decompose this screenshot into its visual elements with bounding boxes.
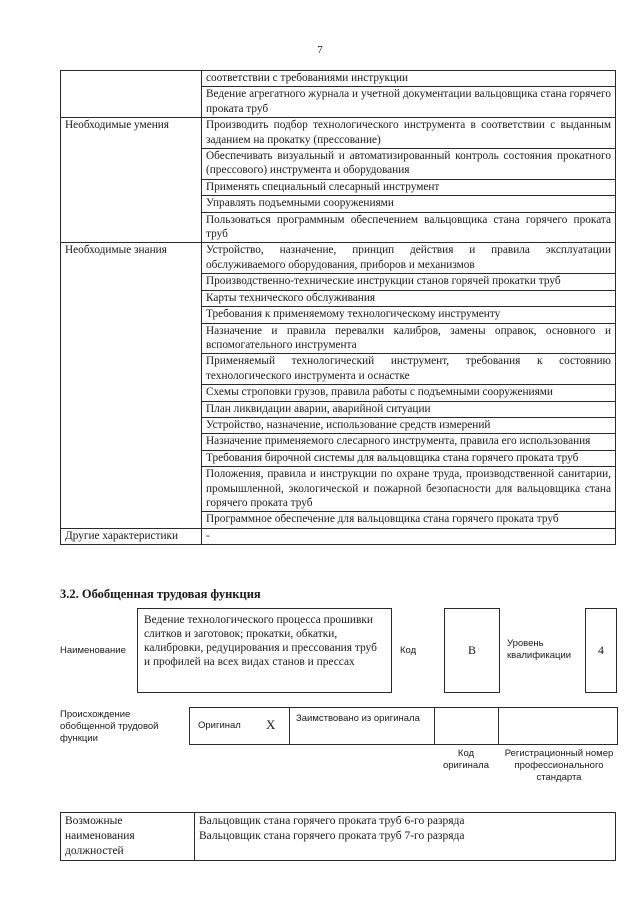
row-text: Схемы строповки грузов, правила работы с подъемными сооружениями	[202, 385, 616, 401]
original-label: Оригинал	[198, 720, 241, 731]
row-label-empty	[61, 417, 202, 433]
row-label-empty	[61, 512, 202, 528]
reg-caption: Регистрационный номер профессионального стандарта	[504, 748, 614, 783]
table-row	[61, 434, 616, 450]
table-row	[61, 401, 616, 417]
position-item: Вальцовщик стана горячего проката труб 7-го разряда	[199, 830, 465, 842]
row-text: Обеспечивать визуальный и автоматизированный контроль состояния прокатного (прессового) инструмента и оборудования	[202, 149, 616, 180]
table-row	[61, 149, 616, 180]
row-text: Назначение применяемого слесарного инструмента, правила его использования	[202, 434, 616, 450]
row-label-empty	[61, 450, 202, 466]
origin-code-cell	[435, 708, 499, 744]
row-text: соответствии с требованиями инструкции	[202, 71, 616, 87]
row-text: Требования бирочной системы для вальцовщика стана горячего проката труб	[202, 450, 616, 466]
row-text: Устройство, назначение, принцип действия и правила эксплуатации обслуживаемого оборудования, приборов и механизмов	[202, 243, 616, 274]
other-characteristics-row	[61, 528, 616, 544]
row-label-empty	[61, 401, 202, 417]
table-row	[61, 307, 616, 323]
row-text: Устройство, назначение, использование средств измерений	[202, 417, 616, 433]
row-text: Положения, правила и инструкции по охране труда, производственной санитарии, промышленной, экологической и пожарной безопасности для вальцовщика стана горячего проката труб	[202, 467, 616, 512]
table-row	[61, 512, 616, 528]
code-value: В	[444, 608, 500, 693]
row-label: Необходимые знания	[61, 243, 202, 274]
row-label-empty	[61, 212, 202, 243]
original-mark: Х	[266, 717, 276, 732]
table-row	[61, 290, 616, 306]
code-caption: Код оригинала	[442, 748, 489, 771]
row-label-empty	[61, 354, 202, 385]
table-row	[61, 71, 616, 87]
table-row	[61, 243, 616, 274]
other-text: -	[202, 528, 616, 544]
origin-label: Происхождение обобщенной трудовой функции	[60, 709, 159, 744]
row-label-empty	[61, 290, 202, 306]
row-text: Требования к применяемому технологическому инструменту	[202, 307, 616, 323]
page-number: 7	[317, 44, 323, 56]
level-label: Уровень квалификации	[507, 638, 572, 661]
row-text: Ведение агрегатного журнала и учетной документации вальцовщика стана горячего проката труб	[202, 87, 616, 118]
other-label: Другие характеристики	[61, 528, 202, 544]
positions-table	[60, 812, 616, 861]
row-text: Программное обеспечение для вальцовщика стана горячего проката труб	[202, 512, 616, 528]
row-text: Производить подбор технологического инструмента в соответствии с выданным заданием на прокатку (прессование)	[202, 118, 616, 149]
row-label-empty	[61, 385, 202, 401]
table-row	[61, 323, 616, 354]
row-text: Управлять подъемными сооружениями	[202, 196, 616, 212]
row-text: Применяемый технологический инструмент, требования к состоянию технологического инструмента и оснастке	[202, 354, 616, 385]
table-row	[61, 196, 616, 212]
row-text: Карты технического обслуживания	[202, 290, 616, 306]
position-item: Вальцовщик стана горячего проката труб 6-го разряда	[199, 815, 465, 827]
table-row	[61, 212, 616, 243]
table-row	[61, 354, 616, 385]
row-label-empty	[61, 179, 202, 195]
borrowed-label: Заимствовано из оригинала	[296, 713, 420, 724]
function-name: Ведение технологического процесса прошивки слитков и заготовок; прокатки, обкатки, калибровки, редуцирования и прессования труб и профилей на всех видах станов и прессах	[137, 608, 392, 693]
row-label-empty	[61, 434, 202, 450]
row-label-empty	[61, 307, 202, 323]
positions-row	[61, 813, 616, 861]
positions-list	[195, 813, 616, 861]
row-label-empty	[61, 274, 202, 290]
section-heading: 3.2. Обобщенная трудовая функция	[60, 587, 261, 601]
table-row	[61, 467, 616, 512]
code-label: Код	[400, 645, 417, 656]
row-text: Применять специальный слесарный инструмент	[202, 179, 616, 195]
positions-label: Возможные наименования должностей	[61, 813, 195, 861]
row-label-empty	[61, 196, 202, 212]
row-label-empty	[61, 71, 202, 87]
table-row	[61, 179, 616, 195]
origin-row	[189, 707, 618, 745]
row-label-empty	[61, 467, 202, 512]
level-value: 4	[585, 608, 617, 693]
table-row	[61, 274, 616, 290]
row-label-empty	[61, 87, 202, 118]
row-label: Необходимые умения	[61, 118, 202, 149]
table-row	[61, 450, 616, 466]
requirements-table	[60, 70, 616, 545]
origin-borrowed-cell	[290, 708, 435, 744]
row-label-empty	[61, 323, 202, 354]
row-text: Назначение и правила перевалки калибров, замены оправок, основного и вспомогательного инструмента	[202, 323, 616, 354]
table-row	[61, 118, 616, 149]
row-text: Пользоваться программным обеспечением вальцовщика стана горячего проката труб	[202, 212, 616, 243]
row-text: Производственно-технические инструкции станов горячей прокатки труб	[202, 274, 616, 290]
table-row	[61, 417, 616, 433]
origin-reg-cell	[499, 708, 617, 744]
table-row	[61, 87, 616, 118]
row-text: План ликвидации аварии, аварийной ситуации	[202, 401, 616, 417]
name-label: Наименование	[60, 645, 126, 656]
table-row	[61, 385, 616, 401]
origin-original-cell	[190, 708, 290, 744]
row-label-empty	[61, 149, 202, 180]
